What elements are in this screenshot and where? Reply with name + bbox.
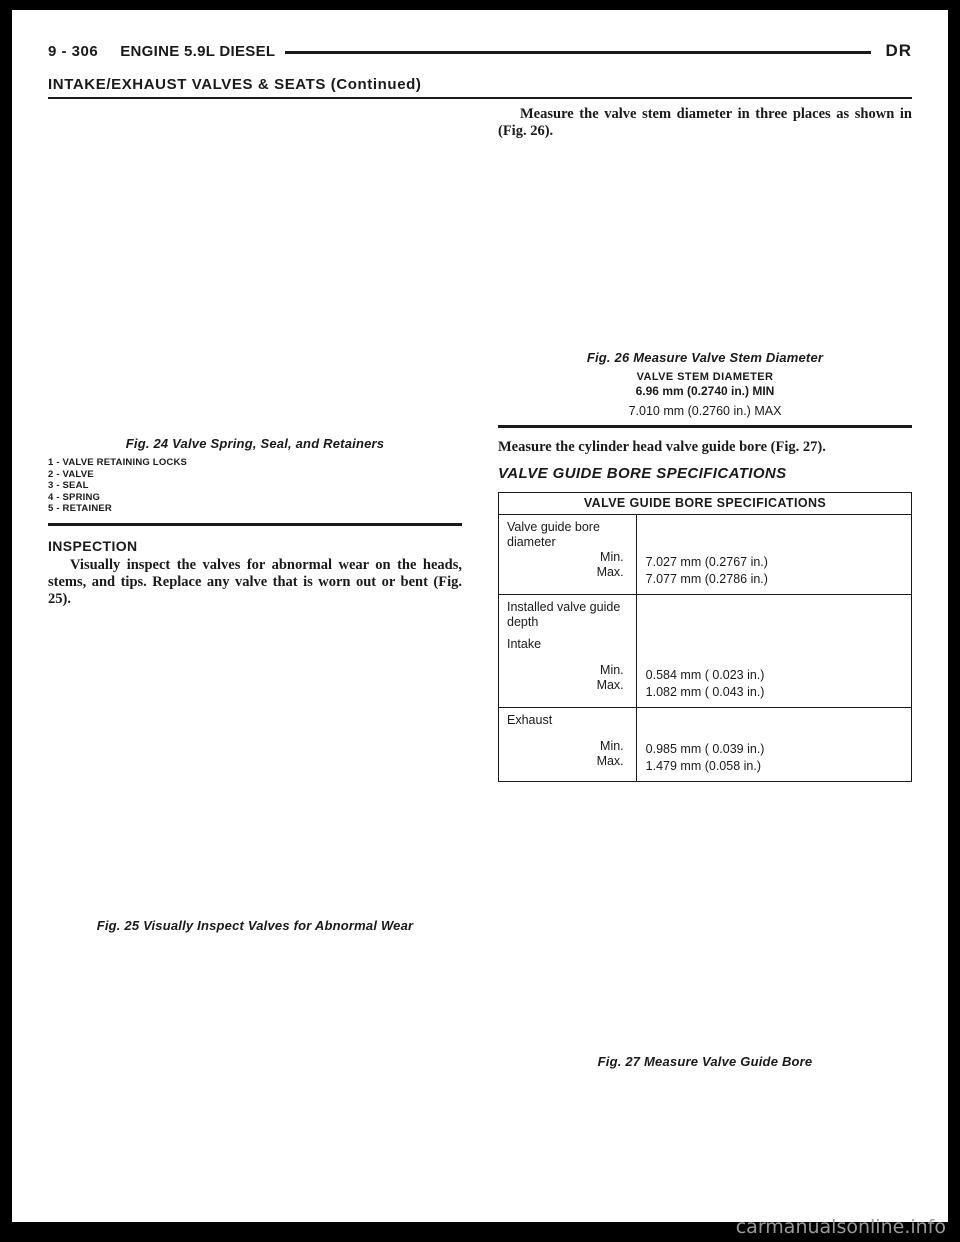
row-value-cell xyxy=(636,708,911,782)
manual-section-title: ENGINE 5.9L DIESEL xyxy=(120,42,276,60)
vsd-title: VALVE STEM DIAMETER xyxy=(636,371,774,383)
value-text: 0.584 mm ( 0.023 in.) xyxy=(645,668,765,682)
right-column xyxy=(498,106,912,1196)
page-content xyxy=(48,38,912,1198)
vsd-max-value: 7.010 mm (0.2760 in.) MAX xyxy=(628,404,782,418)
valve-stem-diameter-callout xyxy=(498,371,912,419)
page-header xyxy=(48,38,912,64)
value-text: 1.479 mm (0.058 in.) xyxy=(645,759,761,773)
header-rule xyxy=(285,51,871,54)
label-line: Intake xyxy=(507,637,542,651)
value-spacer xyxy=(646,617,903,634)
section-divider xyxy=(48,97,912,99)
section-title: INTAKE/EXHAUST VALVES & SEATS (Continued) xyxy=(48,76,422,93)
fig25-illustration xyxy=(48,608,462,918)
bore-paragraph: Measure the cylinder head valve guide bore (Fig. 27). xyxy=(498,439,826,455)
minmax-label: Max. xyxy=(596,754,624,768)
inspection-paragraph: Visually inspect the valves for abnormal wear on the heads, stems, and tips. Replace any valve that is worn out or bent (Fig. 25). xyxy=(48,556,462,607)
row-value-cell xyxy=(636,515,911,595)
table-title-row xyxy=(499,493,912,515)
label-line: diameter xyxy=(507,535,556,549)
right-column-divider xyxy=(498,425,912,428)
minmax-label: Min. xyxy=(600,550,624,564)
fig26-illustration xyxy=(498,140,912,350)
two-column-body xyxy=(48,106,912,1196)
vsd-min-value: 6.96 mm (0.2740 in.) MIN xyxy=(635,384,775,398)
fig24-caption: Fig. 24 Valve Spring, Seal, and Retainers xyxy=(125,436,385,451)
spec-heading: VALVE GUIDE BORE SPECIFICATIONS xyxy=(498,465,787,482)
legend-item: 3 - SEAL xyxy=(48,480,89,491)
value-text: 0.985 mm ( 0.039 in.) xyxy=(645,742,765,756)
fig27-illustration xyxy=(498,782,912,1054)
fig26-caption: Fig. 26 Measure Valve Stem Diameter xyxy=(586,350,824,365)
legend-item: 4 - SPRING xyxy=(48,491,101,503)
fig24-illustration xyxy=(48,106,462,436)
minmax-label: Min. xyxy=(600,739,624,753)
label-line: Installed valve guide xyxy=(507,600,621,614)
left-column-divider xyxy=(48,523,462,526)
value-text: 7.077 mm (0.2786 in.) xyxy=(645,572,768,586)
row-label-cell xyxy=(499,708,637,782)
fig24-legend xyxy=(48,457,462,515)
manual-page xyxy=(12,10,948,1222)
value-spacer xyxy=(646,537,903,554)
minmax-label: Min. xyxy=(600,663,624,677)
value-text: 1.082 mm ( 0.043 in.) xyxy=(645,685,765,699)
value-spacer xyxy=(646,713,903,730)
table-title: VALVE GUIDE BORE SPECIFICATIONS xyxy=(499,493,912,515)
site-watermark: carmanualsonline.info xyxy=(735,1216,946,1238)
legend-item: 1 - VALVE RETAINING LOCKS xyxy=(48,457,188,468)
fig27-caption: Fig. 27 Measure Valve Guide Bore xyxy=(597,1054,813,1069)
label-line: Valve guide bore xyxy=(507,520,600,534)
inspection-heading: INSPECTION xyxy=(48,537,138,554)
label-line: Exhaust xyxy=(507,713,553,727)
page-number: 9 - 306 xyxy=(48,42,99,60)
label-line: depth xyxy=(507,615,539,629)
valve-guide-bore-table xyxy=(498,492,912,782)
table-row xyxy=(499,708,912,782)
minmax-label: Max. xyxy=(596,678,624,692)
row-value-cell xyxy=(636,595,911,708)
value-spacer xyxy=(646,634,903,656)
left-column xyxy=(48,106,462,1196)
value-spacer xyxy=(646,520,903,537)
legend-item: 5 - RETAINER xyxy=(48,503,112,514)
table-row xyxy=(499,595,912,708)
minmax-label: Max. xyxy=(596,565,624,579)
brand-code: DR xyxy=(885,41,912,60)
fig25-caption: Fig. 25 Visually Inspect Valves for Abnormal Wear xyxy=(96,917,414,933)
row-label-cell xyxy=(499,595,637,708)
table-row xyxy=(499,515,912,595)
intro-paragraph: Measure the valve stem diameter in three places as shown in (Fig. 26). xyxy=(498,106,912,139)
value-spacer xyxy=(646,600,903,617)
legend-item: 2 - VALVE xyxy=(48,468,94,480)
row-label-cell xyxy=(499,515,637,595)
value-text: 7.027 mm (0.2767 in.) xyxy=(645,555,768,569)
